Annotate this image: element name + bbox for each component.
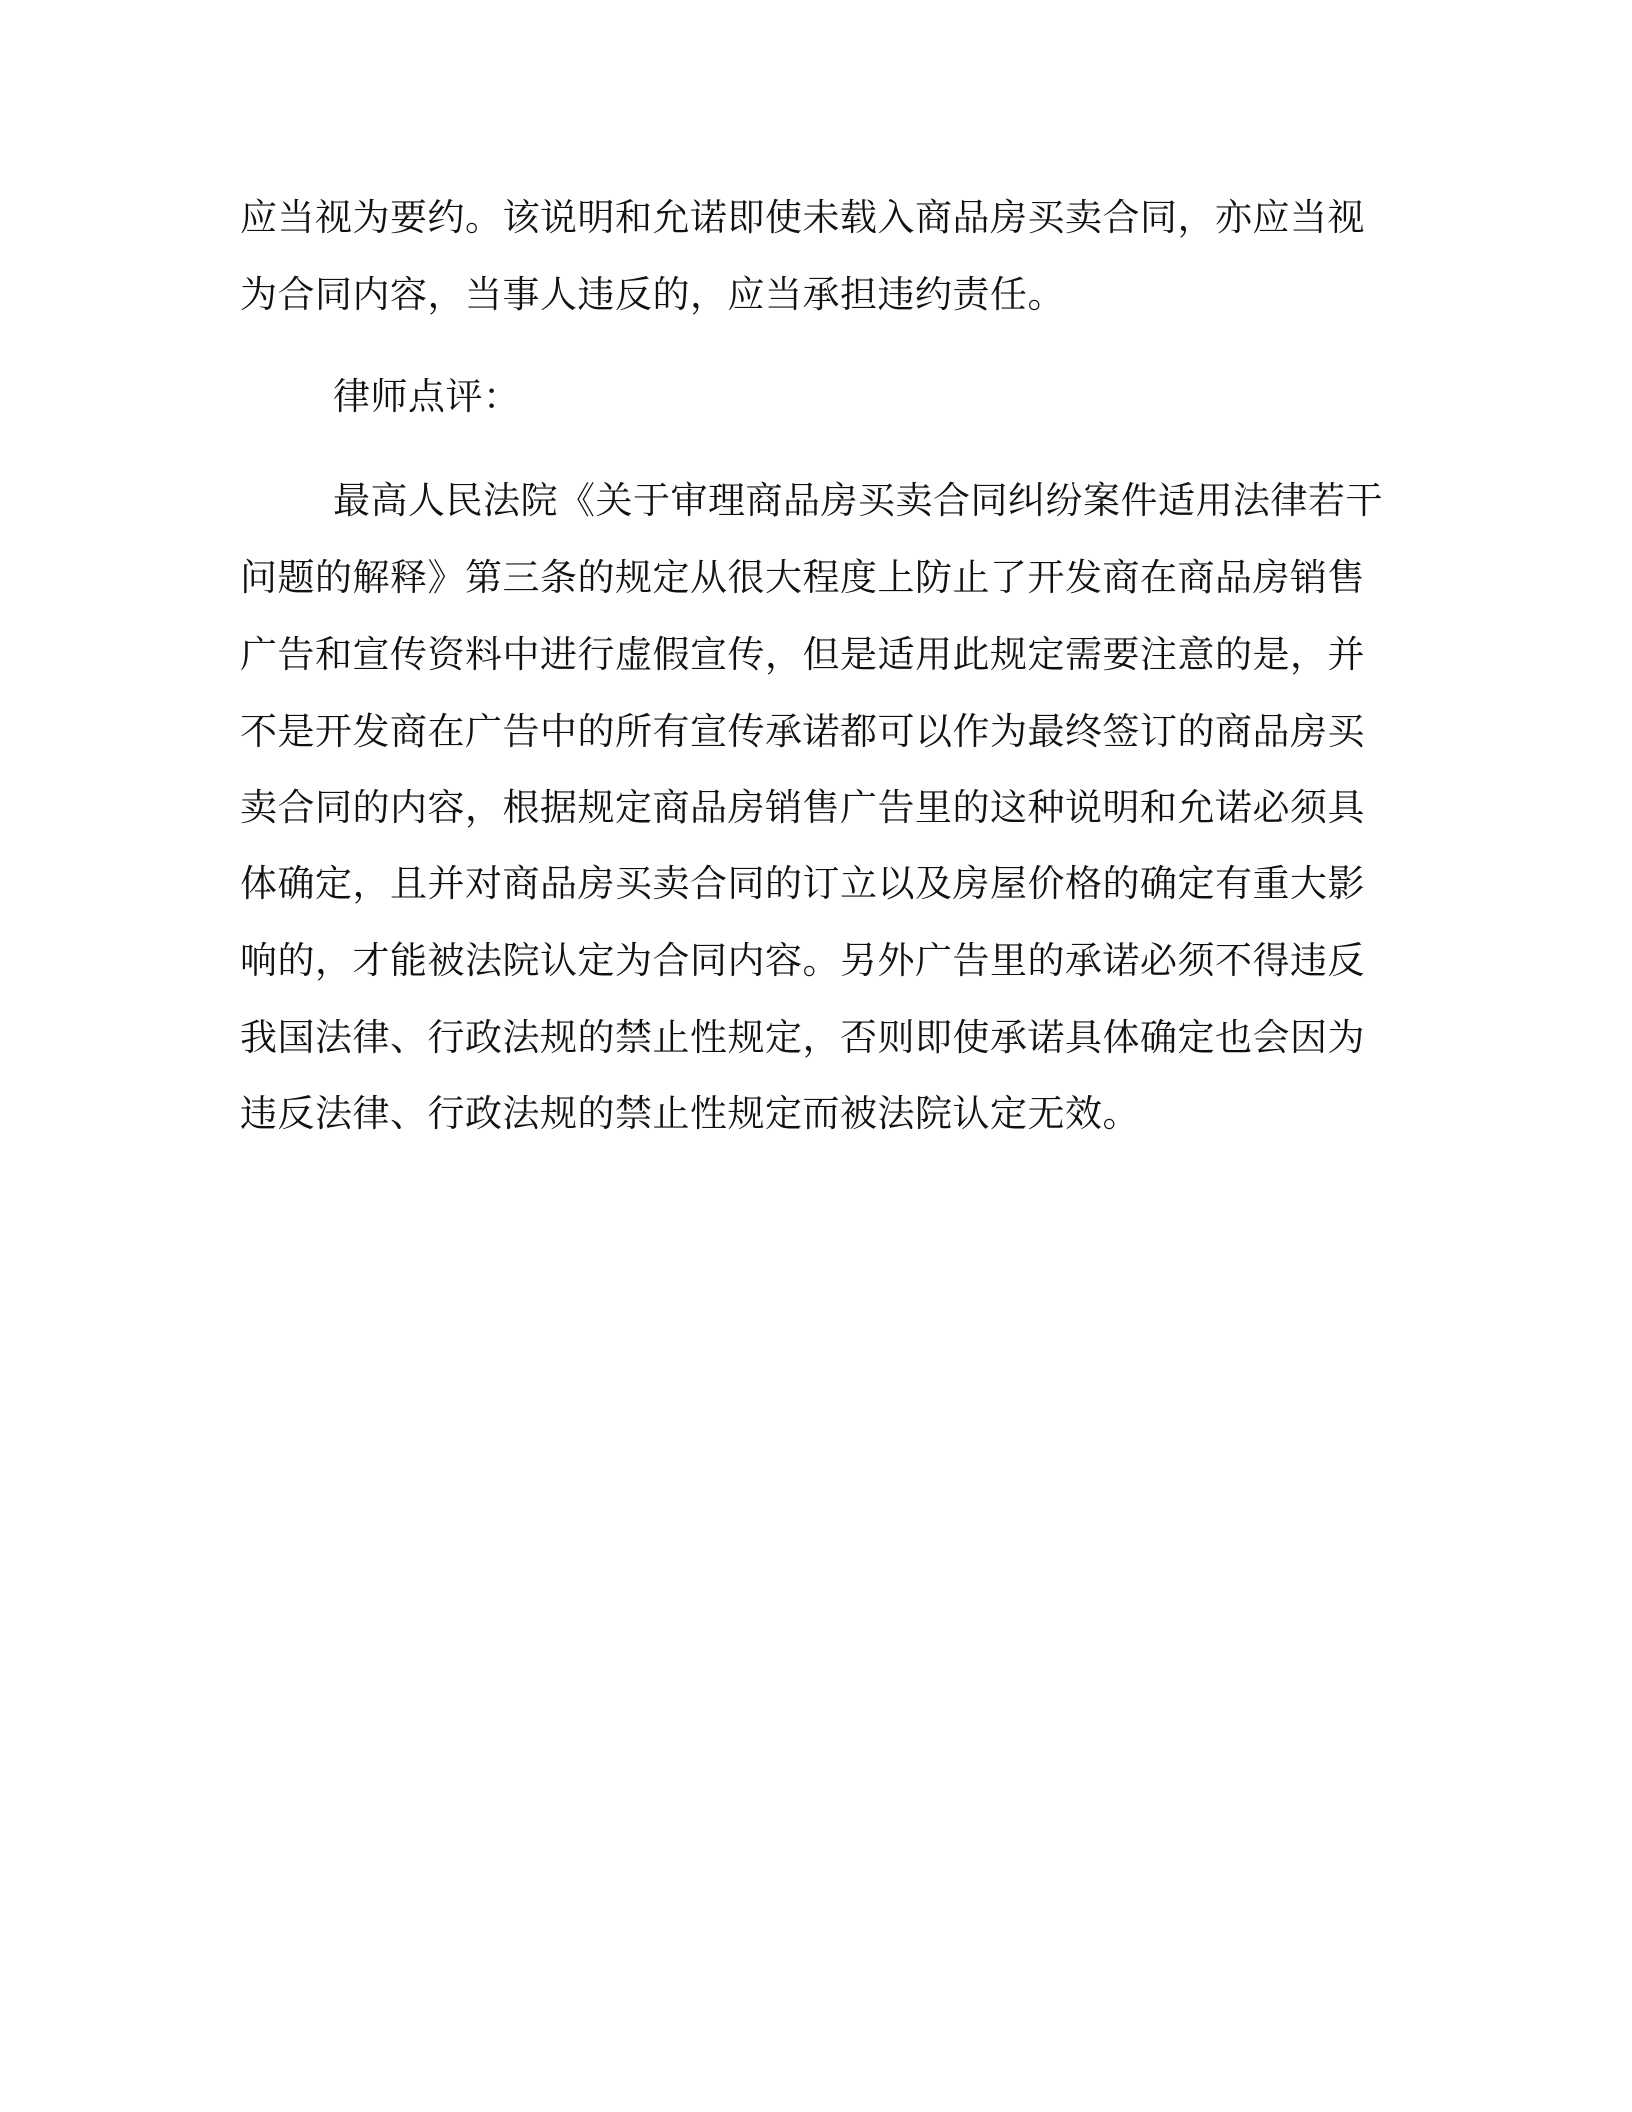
- section-heading: 律师点评：: [333, 375, 521, 418]
- paragraph-line: 卖合同的内容，根据规定商品房销售广告里的这种说明和允诺必须具: [240, 786, 1365, 829]
- paragraph-line: 最高人民法院《关于审理商品房买卖合同纠纷案件适用法律若干: [333, 479, 1383, 522]
- paragraph-line: 违反法律、行政法规的禁止性规定而被法院认定无效。: [240, 1092, 1140, 1135]
- paragraph-line: 为合同内容，当事人违反的，应当承担违约责任。: [240, 273, 1065, 316]
- paragraph-line: 不是开发商在广告中的所有宣传承诺都可以作为最终签订的商品房买: [240, 710, 1365, 753]
- paragraph-line: 问题的解释》第三条的规定从很大程度上防止了开发商在商品房销售: [240, 556, 1365, 599]
- paragraph-line: 响的，才能被法院认定为合同内容。另外广告里的承诺必须不得违反: [240, 939, 1365, 982]
- paragraph-line: 体确定，且并对商品房买卖合同的订立以及房屋价格的确定有重大影: [240, 862, 1365, 905]
- paragraph-line: 我国法律、行政法规的禁止性规定，否则即使承诺具体确定也会因为: [240, 1016, 1365, 1059]
- paragraph-line: 应当视为要约。该说明和允诺即使未载入商品房买卖合同，亦应当视: [240, 196, 1365, 239]
- paragraph-line: 广告和宣传资料中进行虚假宣传，但是适用此规定需要注意的是，并: [240, 633, 1365, 676]
